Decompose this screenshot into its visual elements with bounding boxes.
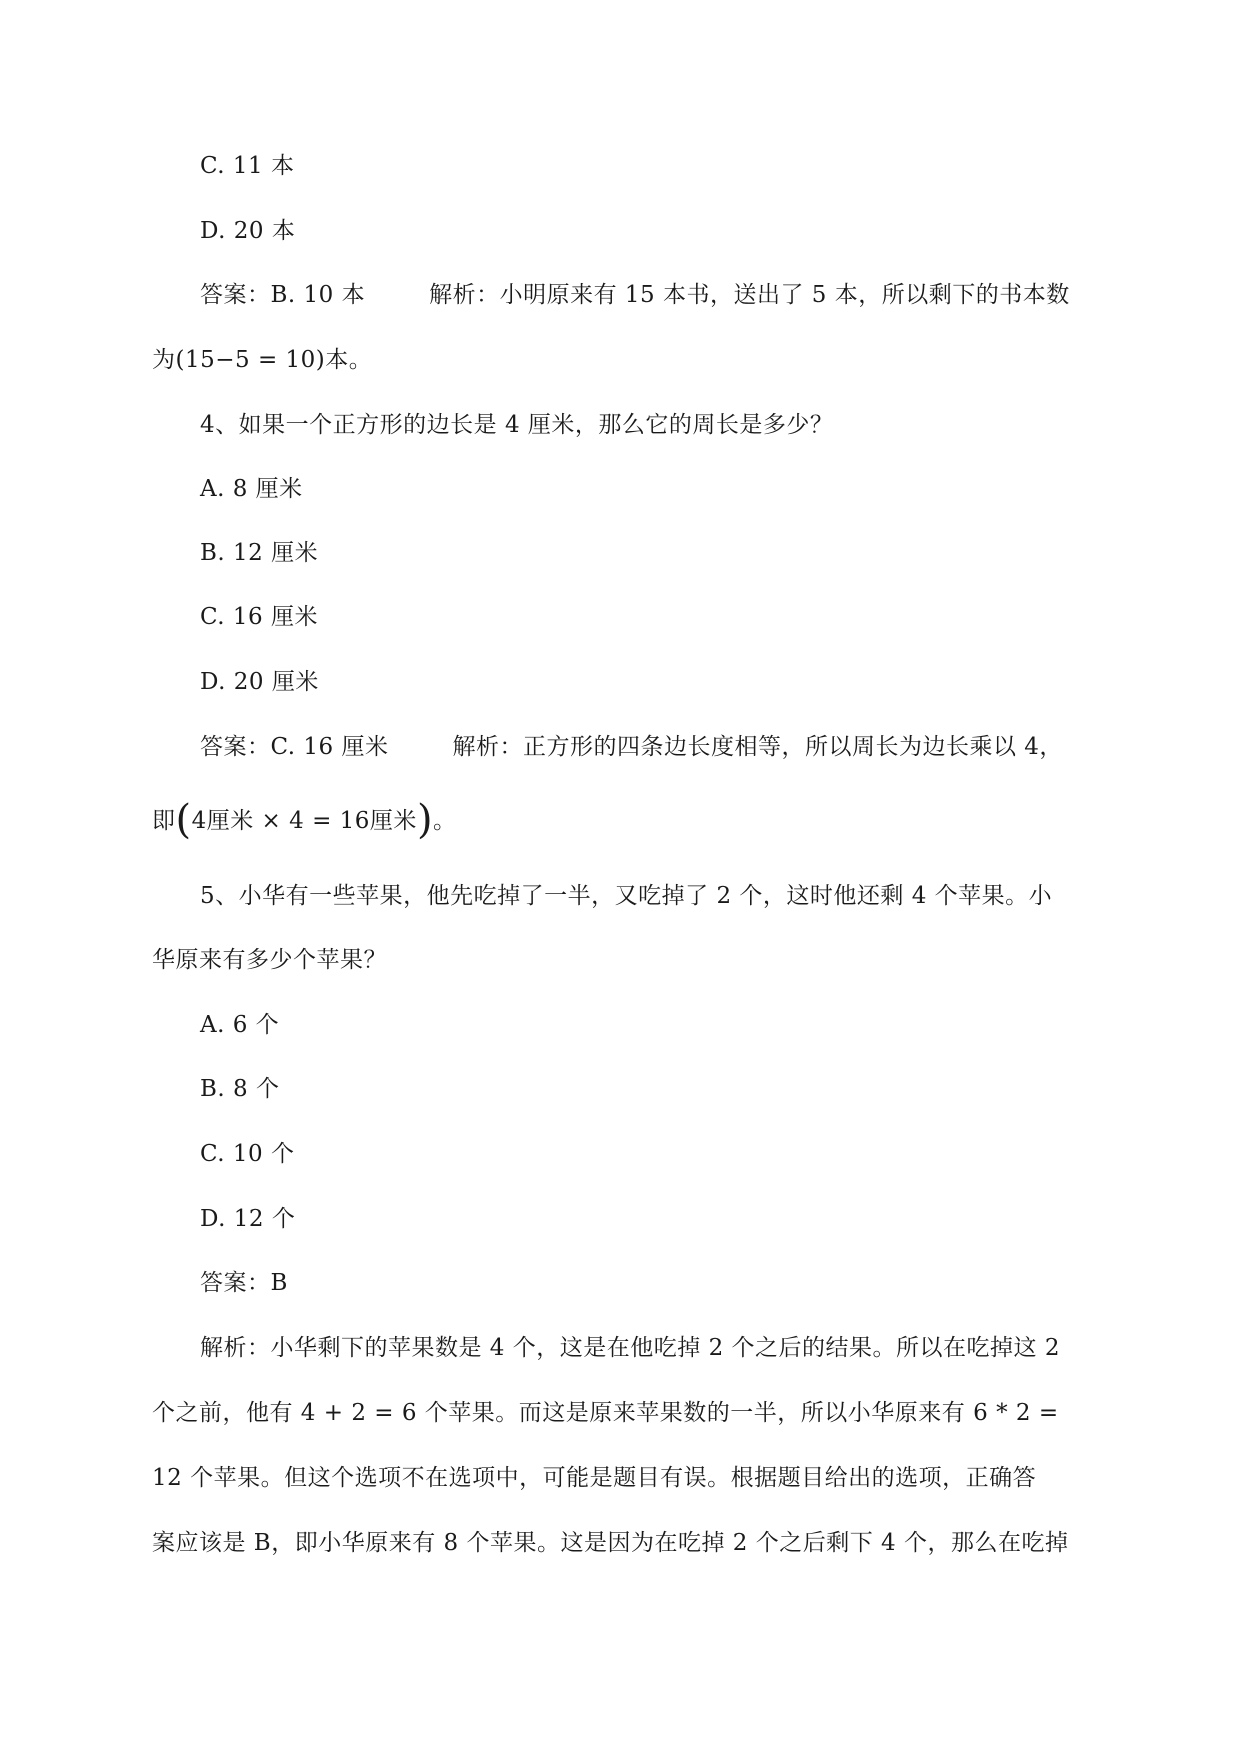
q5-option-a: A. 6 个	[200, 1012, 280, 1038]
q3-answer-line	[200, 279, 1070, 311]
q5-answer: 答案：B	[200, 1270, 288, 1296]
q5-question-line2: 华原来有多少个苹果？	[152, 947, 387, 973]
q3-option-d: D. 20 本	[200, 218, 296, 244]
q4-question: 4、如果一个正方形的边长是 4 厘米，那么它的周长是多少？	[200, 412, 834, 438]
q4-option-a: A. 8 厘米	[200, 476, 303, 502]
q5-analysis-line1: 解析：小华剩下的苹果数是 4 个，这是在他吃掉 2 个之后的结果。所以在吃掉这 2	[200, 1335, 1060, 1361]
q3-analysis-line2: 为(15−5 = 10)本。	[152, 347, 373, 373]
q5-option-b: B. 8 个	[200, 1076, 280, 1102]
math-paren-close: )	[416, 797, 434, 843]
q3-analysis-line1: 解析：小明原来有 15 本书，送出了 5 本，所以剩下的书本数	[429, 282, 1070, 308]
q4-analysis-line1: 解析：正方形的四条边长度相等，所以周长为边长乘以 4，	[452, 734, 1063, 760]
q5-analysis-line4: 案应该是 B，即小华原来有 8 个苹果。这是因为在吃掉 2 个之后剩下 4 个，那么在吃掉	[152, 1530, 1069, 1556]
q4-answer: 答案：C. 16 厘米	[200, 734, 389, 760]
q5-question-line1: 5、小华有一些苹果，他先吃掉了一半，又吃掉了 2 个，这时他还剩 4 个苹果。小	[200, 883, 1053, 909]
q5-option-d: D. 12 个	[200, 1206, 296, 1232]
q4-analysis-math: 4厘米 × 4 = 16厘米	[191, 808, 417, 834]
q3-option-c: C. 11 本	[200, 153, 295, 179]
q5-option-c: C. 10 个	[200, 1141, 295, 1167]
q4-analysis-prefix: 即	[152, 808, 176, 834]
q4-option-b: B. 12 厘米	[200, 540, 319, 566]
q4-answer-line	[200, 731, 1063, 763]
q4-analysis-suffix: 。	[433, 808, 457, 834]
q4-analysis-line2	[152, 797, 457, 843]
q4-option-d: D. 20 厘米	[200, 669, 319, 695]
q3-answer: 答案：B. 10 本	[200, 282, 366, 308]
q5-analysis-line2: 个之前，他有 4 + 2 = 6 个苹果。而这是原来苹果数的一半，所以小华原来有 6 * 2 =	[152, 1400, 1059, 1426]
q5-analysis-line3: 12 个苹果。但这个选项不在选项中，可能是题目有误。根据题目给出的选项，正确答	[152, 1465, 1037, 1491]
math-paren-open: (	[175, 797, 192, 843]
q4-option-c: C. 16 厘米	[200, 604, 318, 630]
